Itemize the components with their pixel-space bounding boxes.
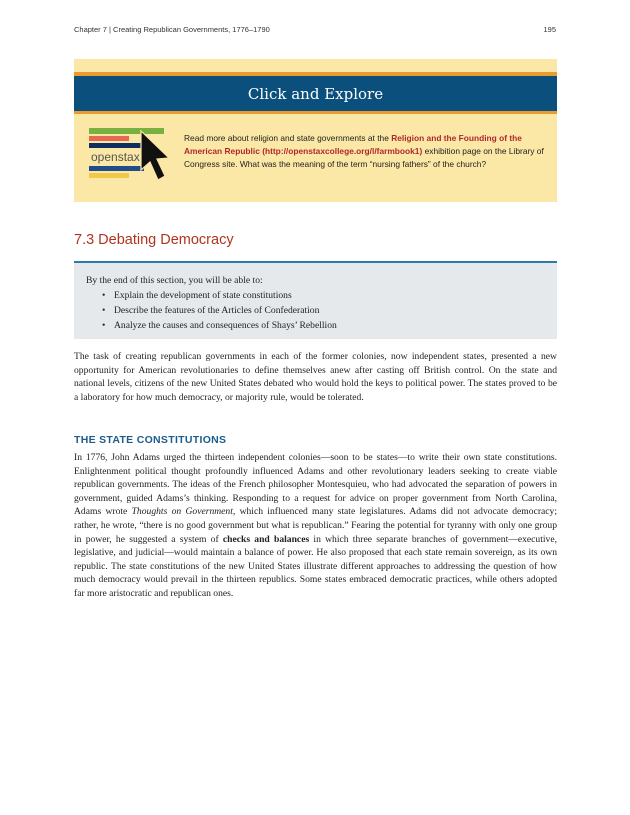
intro-paragraph: The task of creating republican governments in each of the former colonies, now independent states, presented a new opportunity for American revolutionaries to define themselves anew after casting off British control. On the state and national levels, citizens of the new United States debated who would hold the keys to political power. The states proved to be a laboratory for how much democracy, or majority rule, would be tolerated. [74, 351, 557, 403]
click-and-explore-box [74, 59, 557, 202]
objective-item: • Explain the development of state constitutions [102, 288, 337, 303]
openstax-wordmark: openstax [91, 150, 140, 164]
feature-title: Click and Explore [247, 85, 384, 103]
objective-item: • Analyze the causes and consequences of Shays’ Rebellion [102, 318, 337, 333]
paragraph-text: , which influenced many state legislatures. Adams did not advocate democracy; rather, he wrote, “there is no good government but what is republican.” Fearing the potential for tyranny with only one group in power, he suggested a system of [74, 506, 558, 545]
library-of-congress-link[interactable]: Religion and the Founding of the American Republic (http://openstaxcollege.org/l/farmbook1) [184, 133, 522, 156]
feature-text [184, 132, 544, 171]
objectives-list [102, 288, 337, 333]
learning-objectives-box [74, 261, 557, 339]
subsection-heading: THE STATE CONSTITUTIONS [74, 434, 227, 446]
paragraph-text: In 1776, John Adams urged the thirteen independent colonies—soon to be states—to write their own state constitutions. Enlightenment political thought profoundly influenced Adams and other revolutionary leaders seeking to create viable republican governments. The ideas of the French philosopher Montesquieu, who had advocated the separation of powers in government, guided Adams’s thinking. Responding to a request for advice on proper government from North Carolina, Adams wrote [74, 452, 557, 518]
feature-title-bar [74, 76, 557, 114]
key-term: checks and balances [222, 533, 310, 545]
objectives-intro: By the end of this section, you will be able to: [86, 275, 263, 286]
objective-item: • Describe the features of the Articles of Confederation [102, 303, 337, 318]
feature-text-before: Read more about religion and state governments at the [184, 133, 392, 143]
book-title: Thoughts on Government [131, 506, 233, 518]
state-constitutions-paragraph [74, 451, 557, 601]
running-header [74, 25, 556, 37]
paragraph-text: in which three separate branches of government—executive, legislative, and judicial—would maintain a balance of power. He also proposed that each state remain sovereign, as its own republic. The state constitutions of the new United States illustrate different approaches to addressing the question of how much democracy would prevail in the thirteen republics. Some states embraced democratic practices, while others adopted far more aristocratic and republican ones. [74, 533, 557, 599]
openstax-cursor-logo [89, 128, 181, 188]
chapter-title: Chapter 7 | Creating Republican Governments, 1776–1790 [74, 25, 270, 34]
feature-text-after: exhibition page on the Library of Congress site. What was the meaning of the term “nursing fathers” of the church? [184, 146, 544, 169]
page-number: 195 [543, 25, 556, 34]
section-title: 7.3 Debating Democracy [74, 232, 234, 248]
cursor-arrow-icon [141, 131, 169, 180]
